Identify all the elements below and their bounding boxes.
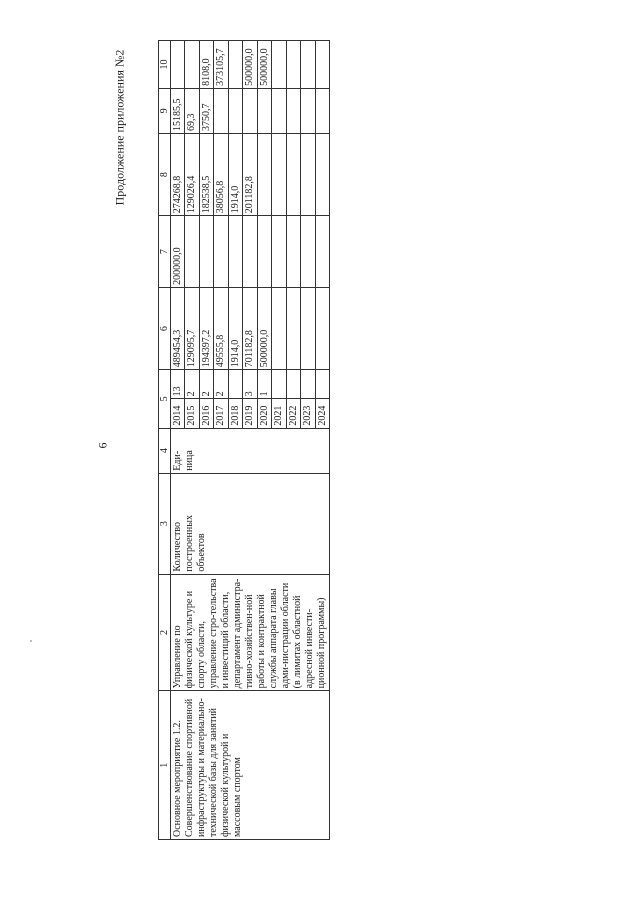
count-cell: 2 xyxy=(185,370,199,399)
amount-cell-c9 xyxy=(301,88,315,133)
col-number-6: 6 xyxy=(159,287,171,369)
amount-cell-c10 xyxy=(185,41,199,89)
count-cell: 13 xyxy=(171,370,185,399)
amount-cell-c9 xyxy=(214,88,228,133)
col-number-9: 9 xyxy=(159,88,171,133)
amount-cell-c8: 38056,8 xyxy=(214,133,228,215)
amount-cell-c6 xyxy=(315,287,329,369)
amount-cell-c6: 489454,3 xyxy=(171,287,185,369)
amount-cell-c6 xyxy=(301,287,315,369)
amount-cell-c6: 1914,0 xyxy=(228,287,242,369)
page-number: 6 xyxy=(95,442,110,449)
amount-cell-c6: 194397,2 xyxy=(199,287,213,369)
amount-cell-c7 xyxy=(272,216,286,288)
amount-cell-c7: 200000,0 xyxy=(171,216,185,288)
unit-cell: Еди-ница xyxy=(171,428,330,473)
program-table xyxy=(158,40,330,840)
amount-cell-c10: 373105,7 xyxy=(214,41,228,89)
amount-cell-c10 xyxy=(171,41,185,89)
amount-cell-c7 xyxy=(185,216,199,288)
year-cell: 2023 xyxy=(301,399,315,428)
amount-cell-c7 xyxy=(243,216,257,288)
amount-cell-c10: 500000,0 xyxy=(257,41,271,89)
count-cell: 2 xyxy=(199,370,213,399)
amount-cell-c6: 129095,7 xyxy=(185,287,199,369)
amount-cell-c8 xyxy=(257,133,271,215)
amount-cell-c7 xyxy=(199,216,213,288)
amount-cell-c7 xyxy=(301,216,315,288)
executor-cell: Управление по физической культуре и спорту области, управление стро-тельства и инвестиций области, департамент администра-тивно-хозяйствен-ной работы и контрактной службы аппарата главы адми-нистрации области (в лимитах областной адресной инвести-ционной программы) xyxy=(171,574,330,691)
amount-cell-c7 xyxy=(214,216,228,288)
count-cell xyxy=(286,370,300,399)
year-cell: 2016 xyxy=(199,399,213,428)
col-number-4: 4 xyxy=(159,428,171,473)
col-number-8: 8 xyxy=(159,133,171,215)
year-cell: 2017 xyxy=(214,399,228,428)
header-row xyxy=(159,41,171,840)
amount-cell-c8 xyxy=(315,133,329,215)
year-cell: 2022 xyxy=(286,399,300,428)
amount-cell-c10 xyxy=(272,41,286,89)
count-cell xyxy=(315,370,329,399)
scan-speck xyxy=(30,640,32,642)
amount-cell-c10: 8108,0 xyxy=(199,41,213,89)
count-cell xyxy=(272,370,286,399)
year-cell: 2021 xyxy=(272,399,286,428)
year-cell: 2019 xyxy=(243,399,257,428)
amount-cell-c9: 15185,5 xyxy=(171,88,185,133)
amount-cell-c9 xyxy=(243,88,257,133)
amount-cell-c8 xyxy=(272,133,286,215)
amount-cell-c7 xyxy=(257,216,271,288)
col-number-1: 1 xyxy=(159,691,171,840)
amount-cell-c8: 201182,8 xyxy=(243,133,257,215)
amount-cell-c7 xyxy=(228,216,242,288)
year-cell: 2024 xyxy=(315,399,329,428)
count-cell: 2 xyxy=(214,370,228,399)
year-cell: 2018 xyxy=(228,399,242,428)
year-cell: 2015 xyxy=(185,399,199,428)
amount-cell-c8: 1914,0 xyxy=(228,133,242,215)
col-number-10: 10 xyxy=(159,41,171,89)
amount-cell-c9: 69,3 xyxy=(185,88,199,133)
activity-cell: Основное мероприятие 1.2. Совершенствование спортивной инфраструктуры и материально-технической базы для занятий физической культурой и массовым спортом xyxy=(171,691,330,840)
amount-cell-c6 xyxy=(272,287,286,369)
col-number-3: 3 xyxy=(159,473,171,574)
amount-cell-c6: 500000,0 xyxy=(257,287,271,369)
table-body xyxy=(171,41,330,840)
count-cell xyxy=(228,370,242,399)
amount-cell-c7 xyxy=(286,216,300,288)
col-number-5: 5 xyxy=(159,370,171,428)
indicator-cell: Количество построенных объектов xyxy=(171,473,330,574)
amount-cell-c6 xyxy=(286,287,300,369)
amount-cell-c8: 182538,5 xyxy=(199,133,213,215)
amount-cell-c8: 274268,8 xyxy=(171,133,185,215)
amount-cell-c7 xyxy=(315,216,329,288)
amount-cell-c10 xyxy=(286,41,300,89)
count-cell xyxy=(301,370,315,399)
amount-cell-c9 xyxy=(272,88,286,133)
document-table-area xyxy=(158,40,618,840)
count-cell: 3 xyxy=(243,370,257,399)
amount-cell-c9 xyxy=(228,88,242,133)
amount-cell-c8 xyxy=(286,133,300,215)
year-cell: 2020 xyxy=(257,399,271,428)
amount-cell-c10 xyxy=(315,41,329,89)
col-number-7: 7 xyxy=(159,216,171,288)
amount-cell-c6: 49555,8 xyxy=(214,287,228,369)
amount-cell-c9 xyxy=(257,88,271,133)
year-cell: 2014 xyxy=(171,399,185,428)
amount-cell-c8: 129026,4 xyxy=(185,133,199,215)
amount-cell-c8 xyxy=(301,133,315,215)
amount-cell-c10: 500000,0 xyxy=(243,41,257,89)
amount-cell-c10 xyxy=(228,41,242,89)
table-row xyxy=(171,41,185,840)
amount-cell-c9 xyxy=(286,88,300,133)
amount-cell-c9: 3750,7 xyxy=(199,88,213,133)
count-cell: 1 xyxy=(257,370,271,399)
amount-cell-c9 xyxy=(315,88,329,133)
col-number-2: 2 xyxy=(159,574,171,691)
amount-cell-c10 xyxy=(301,41,315,89)
appendix-title: Продолжение приложения №2 xyxy=(112,49,127,206)
amount-cell-c6: 701182,8 xyxy=(243,287,257,369)
